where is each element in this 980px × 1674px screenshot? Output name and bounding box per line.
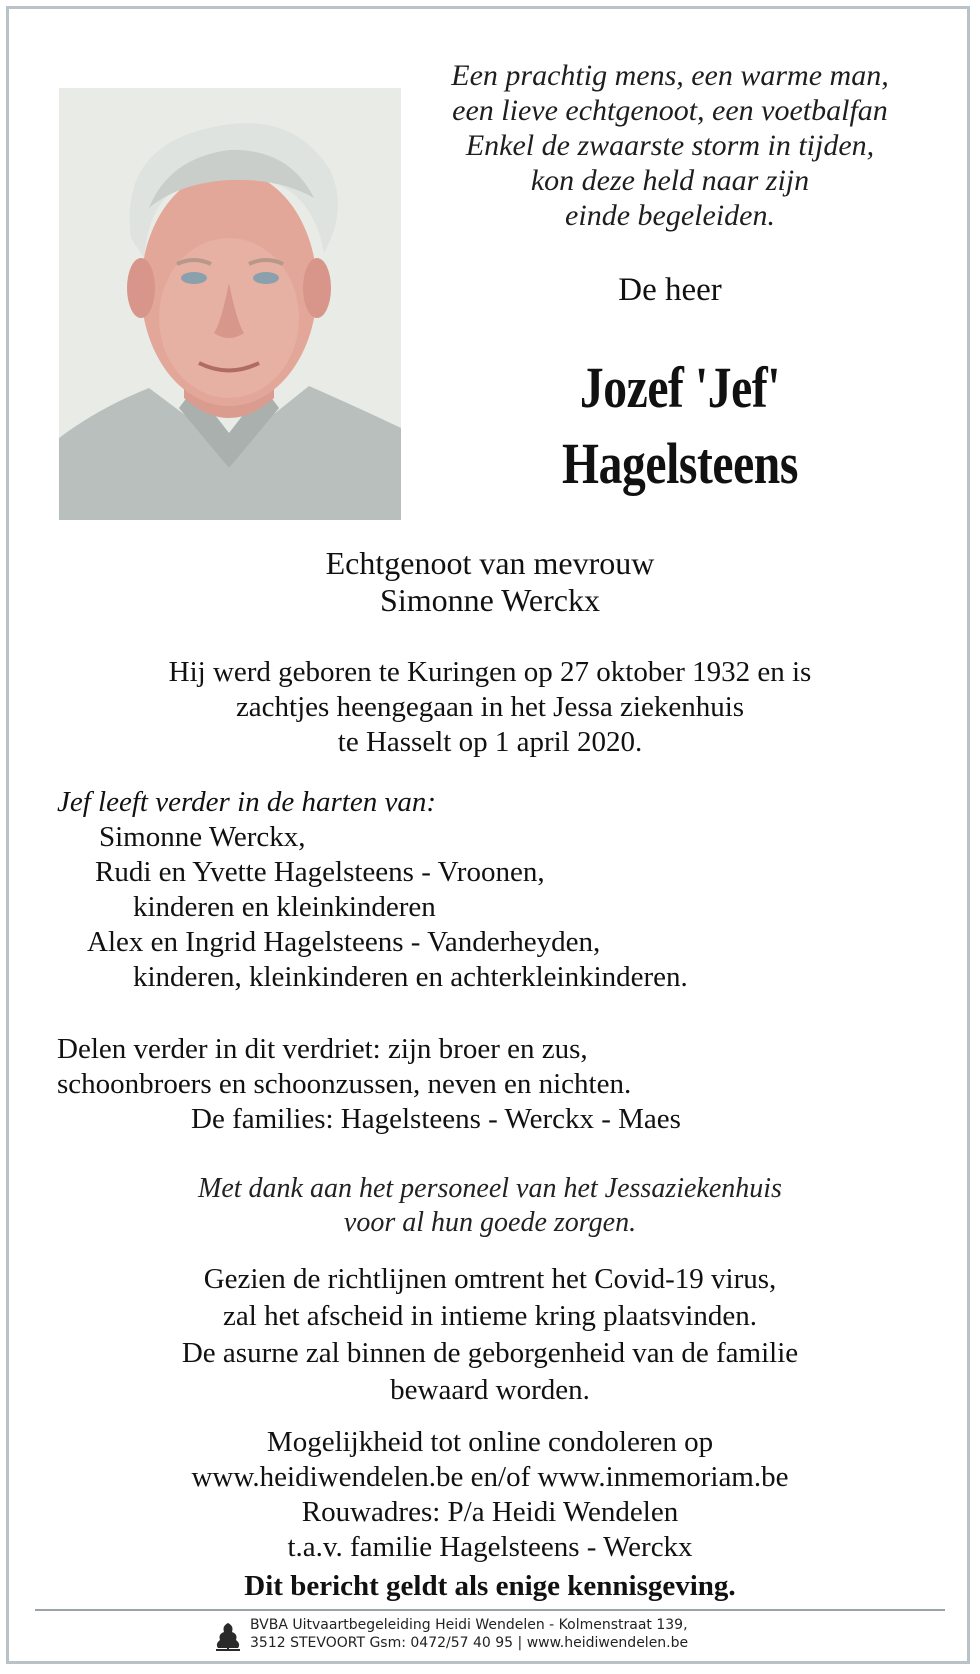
- covid-line3: De asurne zal binnen de geborgenheid van de familie: [181, 1337, 799, 1369]
- sharing-line2: schoonbroers en schoonzussen, neven en nichten.: [57, 1068, 632, 1100]
- spouse-line1: Echtgenoot van mevrouw: [325, 545, 655, 581]
- honorific: De heer: [618, 272, 722, 308]
- thanks-section: [40, 1172, 940, 1240]
- survivors-intro: Jef leeft verder in de harten van:: [57, 786, 436, 818]
- born-line3: te Hasselt op 1 april 2020.: [337, 726, 643, 758]
- spouse-section: [110, 545, 870, 619]
- portrait-illustration: [59, 88, 401, 520]
- poem: [420, 58, 920, 233]
- online-line2: www.heidiwendelen.be en/of www.inmemoriam.be: [191, 1461, 789, 1493]
- portrait-photo: [59, 88, 401, 520]
- survivors-section: [57, 785, 937, 995]
- poem-line: einde begeleiden.: [565, 199, 775, 232]
- covid-section: [40, 1261, 940, 1409]
- online-condolence-section: [40, 1425, 940, 1565]
- thanks-line2: voor al hun goede zorgen.: [343, 1207, 637, 1238]
- born-line2: zachtjes heengegaan in het Jessa ziekenhuis: [235, 691, 745, 723]
- survivor-line: kinderen en kleinkinderen: [133, 891, 436, 923]
- poem-line: Enkel de zwaarste storm in tijden,: [465, 129, 875, 162]
- born-line1: Hij werd geboren te Kuringen op 27 oktober 1932 en is: [168, 656, 812, 688]
- notice-text: Dit bericht geldt als enige kennisgeving.: [244, 1570, 736, 1602]
- sharing-line1: Delen verder in dit verdriet: zijn broer en zus,: [57, 1033, 588, 1065]
- covid-line4: bewaard worden.: [390, 1374, 590, 1406]
- online-line4: t.a.v. familie Hagelsteens - Werckx: [287, 1531, 693, 1563]
- survivor-line: Alex en Ingrid Hagelsteens - Vanderheyden,: [87, 926, 601, 958]
- funeral-home-logo-icon: [214, 1620, 242, 1652]
- thanks-line1: Met dank aan het personeel van het Jessaziekenhuis: [198, 1173, 782, 1204]
- online-line3: Rouwadres: P/a Heidi Wendelen: [301, 1496, 679, 1528]
- deceased-name-line2: Hagelsteens: [562, 431, 798, 496]
- footer-divider: [35, 1609, 945, 1611]
- survivor-line: kinderen, kleinkinderen en achterkleinkinderen.: [133, 961, 688, 993]
- footer-text: [250, 1616, 688, 1652]
- covid-line1: Gezien de richtlijnen omtrent het Covid-19 virus,: [203, 1263, 777, 1295]
- deceased-name: [508, 350, 852, 502]
- birth-death-section: [40, 655, 940, 760]
- survivor-line: Rudi en Yvette Hagelsteens - Vroonen,: [95, 856, 545, 888]
- covid-line2: zal het afscheid in intieme kring plaatsvinden.: [223, 1300, 757, 1332]
- poem-line: Een prachtig mens, een warme man,: [451, 59, 889, 92]
- footer-line1: BVBA Uitvaartbegeleiding Heidi Wendelen - Kolmenstraat 139,: [250, 1617, 688, 1633]
- footer-line2: 3512 STEVOORT Gsm: 0472/57 40 95 | www.heidiwendelen.be: [250, 1635, 689, 1651]
- poem-line: kon deze held naar zijn: [530, 164, 810, 197]
- sharing-line3: De families: Hagelsteens - Werckx - Maes: [191, 1103, 681, 1135]
- poem-line: een lieve echtgenoot, een voetbalfan: [452, 94, 888, 127]
- deceased-name-line1: Jozef 'Jef': [579, 355, 781, 420]
- online-line1: Mogelijkheid tot online condoleren op: [266, 1426, 714, 1458]
- spouse-line2: Simonne Werckx: [380, 582, 600, 618]
- survivor-line: Simonne Werckx,: [99, 821, 306, 853]
- sharing-section: [57, 1032, 937, 1137]
